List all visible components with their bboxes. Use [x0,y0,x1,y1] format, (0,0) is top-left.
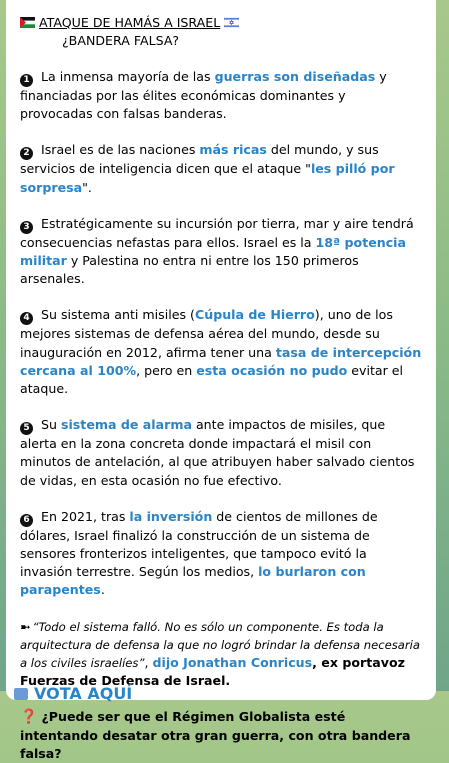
paragraph-1: 1 La inmensa mayoría de las guerras son diseñadas y financiadas por las élites económicas dominantes y provocadas con falsas banderas. [20,69,387,122]
link-conricus[interactable]: dijo Jonathan Conricus [152,655,313,671]
number-6-icon: 6 [20,514,33,527]
number-4-icon: 4 [20,312,33,325]
question-paragraph: ❓ ¿Puede ser que el Régimen Globalista esté intentando desatar otra gran guerra, con otra bandera falsa? [20,709,411,761]
arrow-right-icon: ➼ [20,618,31,634]
message-bubble [6,0,436,761]
link-sistema-alarma[interactable]: sistema de alarma [60,417,192,433]
quote-paragraph: ➼ “Todo el sistema falló. No es sólo un componente. Es toda la arquitectura de defensa la que no logró brindar la defensa necesaria a los civiles israelíes”, dijo Jonathan Conricus, ex portavoz Fuerzas de Defensa de Israel. [20,618,420,689]
quote-text: “Todo el sistema falló. No es sólo un componente. Es toda la arquitectura de defensa la que no logró brindar la defensa necesaria a los civiles israelíes” [20,619,420,671]
ballot-box-icon [14,688,28,700]
link-cupula[interactable]: Cúpula de Hierro [194,307,315,323]
red-question-icon: ❓ [20,709,38,726]
number-2-icon: 2 [20,147,33,160]
post-title-line [20,14,422,32]
link-tasa[interactable]: tasa de intercepción cercana al 100% [20,344,422,378]
number-1-icon: 1 [20,74,33,87]
vote-link[interactable]: VOTA AQUÍ [14,684,132,703]
palestine-flag-icon [20,17,35,28]
paragraph-3: 3 Estratégicamente su incursión por tierra, mar y aire tendrá consecuencias nefastas para ellos. Israel es la 18ª potencia militar y Palestina no entra ni entre los 150 primeros arsenales. [20,215,414,287]
link-esta-ocasion[interactable]: esta ocasión no pudo [196,362,348,378]
link-les-pillo[interactable]: les pilló por sorpresa [20,161,395,195]
paragraph-5: 5 Su sistema de alarma ante impactos de misiles, que alerta en la zona concreta donde impactará el misil con minutos de antelación, al que atribuyen haber salvado cientos de vidas, en esta ocasión no fue efectivo. [20,417,415,488]
paragraph-4: 4 Su sistema anti misiles (Cúpula de Hierro), uno de los mejores sistemas de defensa aérea del mundo, desde su inauguración en 2012, afirma tener una tasa de intercepción cercana al 100%, pero en esta ocasión no pudo evitar el ataque. [20,307,422,397]
link-potencia-militar[interactable]: 18ª potencia militar [20,234,407,269]
link-inversion[interactable]: la inversión [129,508,213,524]
post-subtitle: ¿BANDERA FALSA? [62,33,180,48]
link-guerras[interactable]: guerras son diseñadas [214,69,376,84]
link-mas-ricas[interactable]: más ricas [199,142,267,158]
number-3-icon: 3 [20,221,33,234]
post-title: ATAQUE DE HAMÁS A ISRAEL [39,15,221,30]
paragraph-6: 6 En 2021, tras la inversión de cientos de millones de dólares, Israel finalizó la construcción de un sistema de sensores fronterizos inteligentes, que tampoco evitó la invasión terrestre. Según los medios, lo burlaron con parapentes. [20,508,378,598]
link-parapentes[interactable]: lo burlaron con parapentes [20,564,366,598]
paragraph-2: 2 Israel es de las naciones más ricas del mundo, y sus servicios de inteligencia dicen que el ataque "les pilló por sorpresa". [20,142,395,195]
israel-flag-icon [224,17,239,28]
number-5-icon: 5 [20,422,33,435]
